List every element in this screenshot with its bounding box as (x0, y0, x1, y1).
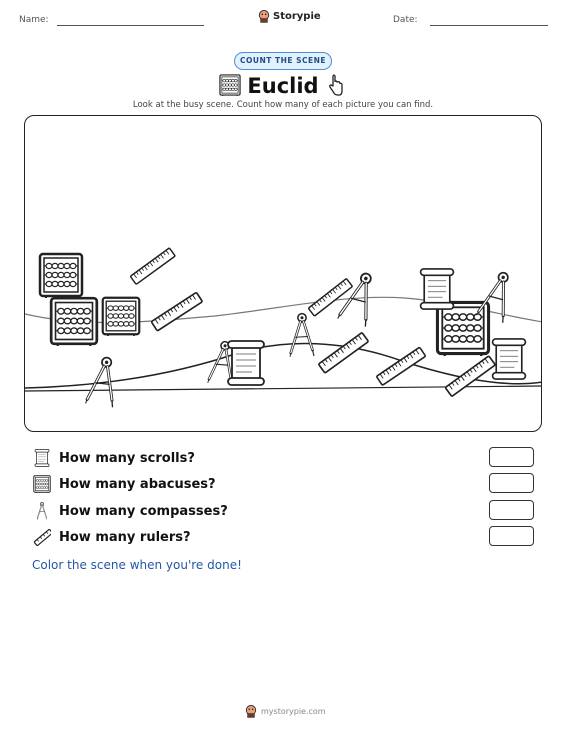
ruler-3 (308, 279, 352, 317)
question-rulers (33, 527, 191, 547)
scene-illustration (25, 116, 542, 432)
color-instruction: Color the scene when you're done! (32, 558, 242, 572)
title-row (0, 72, 566, 100)
ruler-2 (151, 292, 202, 331)
brand-logo (258, 9, 321, 23)
answer-box-rulers[interactable] (489, 526, 534, 546)
answer-box-scrolls[interactable] (489, 447, 534, 467)
question-text: How many scrolls? (59, 450, 195, 466)
name-field[interactable] (57, 25, 204, 26)
answer-box-abacuses[interactable] (489, 473, 534, 493)
scroll-1 (228, 341, 264, 385)
abacus-icon (33, 475, 51, 493)
hand-pointer-icon (326, 74, 344, 96)
brand-name: Storypie (273, 10, 321, 22)
page-title: Euclid (247, 74, 319, 98)
scroll-icon (33, 449, 51, 467)
instructions: Look at the busy scene. Count how many of each picture you can find. (132, 100, 434, 110)
name-label: Name: (19, 15, 49, 25)
date-field[interactable] (430, 25, 548, 26)
abacus-1 (40, 254, 82, 298)
date-label: Date: (393, 15, 418, 25)
compass-icon (33, 502, 51, 520)
activity-badge: COUNT THE SCENE (234, 52, 332, 70)
question-abacuses (33, 474, 216, 494)
count-scene (24, 115, 542, 432)
compass-3 (290, 314, 314, 357)
scroll-2 (421, 269, 454, 309)
ruler-1 (130, 248, 175, 284)
question-scrolls (33, 448, 195, 468)
ruler-6 (445, 356, 495, 397)
ruler-4 (318, 332, 368, 373)
answer-box-compasses[interactable] (489, 500, 534, 520)
question-text: How many compasses? (59, 503, 228, 519)
storypie-mascot-icon (258, 9, 270, 23)
storypie-mascot-icon (245, 704, 257, 718)
question-text: How many abacuses? (59, 476, 216, 492)
question-text: How many rulers? (59, 529, 191, 545)
abacus-2 (51, 298, 97, 346)
footer-url[interactable]: mystorypie.com (261, 706, 326, 716)
abacus-3 (103, 298, 140, 336)
footer (245, 704, 326, 718)
ruler-icon (33, 528, 51, 546)
question-compasses (33, 501, 228, 521)
scroll-3 (493, 339, 526, 379)
